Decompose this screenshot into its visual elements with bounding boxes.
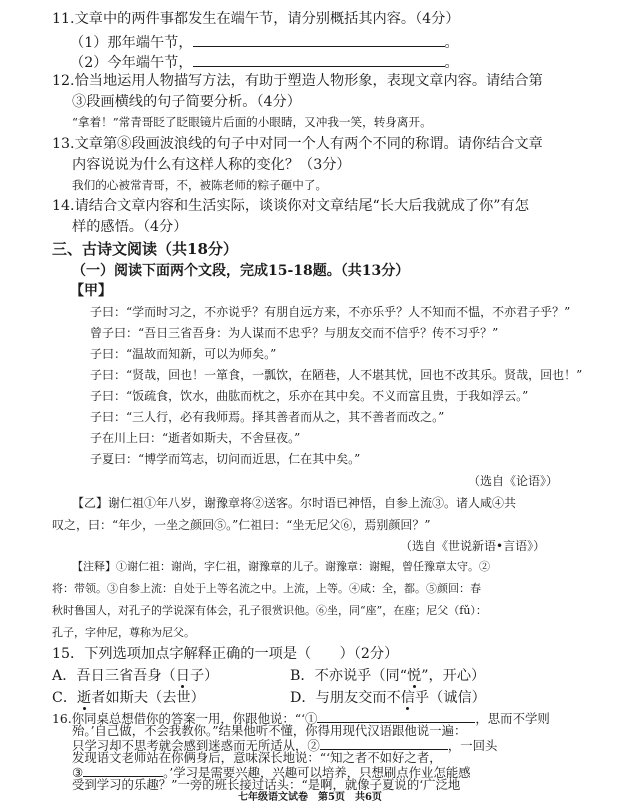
q11-part-2 <box>70 54 459 70</box>
page-footer: 七年级语文试卷 第5页 共6页 <box>238 792 382 803</box>
answer-blank[interactable] <box>320 739 448 750</box>
q13-excerpt: 我们的心被常青哥，不，被陈老师的粽子砸中了。 <box>72 178 328 192</box>
q15-option-a[interactable] <box>52 669 218 683</box>
passage-a-line: 子曰：“饭疏食，饮水，曲肱而枕之，乐亦在其中矣。不义而富且贵，于我如浮云。” <box>90 389 529 403</box>
passage-a-source: （选自《论语》） <box>468 474 559 488</box>
q16-text: 只学习却不思考就会感到迷惑而无所适从，② <box>72 737 320 753</box>
option-text: 者如斯夫（去世） <box>91 690 205 706</box>
option-text: D．与朋友交而不 <box>290 690 401 706</box>
q15-option-b[interactable] <box>290 669 485 683</box>
q16-text: ，思而不学则 <box>475 711 550 726</box>
passage-a-line: 子曰：“温故而知新，可以为师矣。” <box>90 347 277 361</box>
option-text: 子） <box>189 668 219 684</box>
part-heading: （一）阅读下面两个文段，完成15-18题。（共13分） <box>72 263 410 279</box>
q16-text: 16.你同桌总想借你的答案一用，你跟他说：“‘① <box>52 711 318 726</box>
annotation-line: 【注释】①谢仁祖：谢尚，字仁祖，谢豫章的儿子。谢豫章：谢鲲，曾任豫章太守。② <box>72 560 490 573</box>
passage-a-line: 子曰：“三人行，必有我师焉。择其善者而从之，其不善者而改之。” <box>90 410 445 424</box>
option-text: C． <box>52 690 78 706</box>
passage-a-line: 子在川上曰：“逝者如斯夫，不舍昼夜。” <box>90 431 301 445</box>
passage-a-line: 子曰：“贤哉，回也！一箪食，一瓢饮，在陋巷，人不堪其忧，回也不改其乐。贤哉，回也！” <box>90 368 583 382</box>
q16-text: ，一回头 <box>447 737 498 753</box>
annotation-line: 秋时鲁国人，对孔子的学说深有体会，孔子很赏识他。⑥坐，同“座”，在座；尼父（fǔ）： <box>52 604 487 617</box>
passage-a-line: 子夏曰：“博学而笃志，切问而近思，仁在其中矣。” <box>90 452 361 466</box>
q12-line-2: ③段画横线的句子简要分析。（4分） <box>72 94 301 110</box>
q11-period: 。 <box>444 35 459 51</box>
answer-blank[interactable] <box>317 712 475 723</box>
q12-line-1: 12.恰当地运用人物描写方法，有助于塑造人物形象，表现文章内容。请结合第 <box>52 73 543 89</box>
q11-period: 。 <box>444 55 459 71</box>
dotted-char: 日 <box>175 668 190 684</box>
q15-option-c[interactable] <box>52 691 205 705</box>
q16-text: ③ <box>72 764 84 780</box>
q14-line-1: 14.请结合文章内容和生活实际，谈谈你对文章结尾“长大后我就成了你”有怎 <box>52 198 529 214</box>
q11-part-2-label: （2）今年端午节， <box>70 55 193 71</box>
dotted-char: 信 <box>400 690 415 706</box>
passage-a-line: 子曰：“学而时习之，不亦说乎？有朋自远方来，不亦乐乎？人不知而不愠，不亦君子乎？” <box>90 305 571 319</box>
passage-a-line: 曾子曰：“吾日三省吾身：为人谋而不忠乎？与朋友交而不信乎？传不习乎？” <box>90 326 499 340</box>
answer-blank[interactable] <box>193 34 445 47</box>
dotted-char: 逝 <box>77 690 92 706</box>
q12-excerpt: “拿着！”常青哥眨了眨眼镜片后面的小眼睛，又冲我一笑，转身离开。 <box>72 115 432 129</box>
q13-line-2: 内容说说为什么有这样人称的变化？（3分） <box>72 157 351 173</box>
q16-line-2: 殆。’自己做，不会我教你。”结果他听不懂，你得用现代汉语跟他说一遍： <box>72 723 467 739</box>
q16-line-4: 发现语文老师站在你俩身后，意味深长地说：“‘知之者不如好之者， <box>72 750 442 766</box>
q11-part-1 <box>70 34 459 50</box>
q14-line-2: 样的感悟。（4分） <box>72 219 188 235</box>
q16-line-6: 受到学习的乐趣？”一旁的班长接过话头：“是啊，就像子夏说的‘广泛地 <box>72 777 461 792</box>
q16-text: 。’学习是需要兴趣，兴趣可以培养，只想刷点作业怎能感 <box>163 764 471 780</box>
passage-b-line-2: 叹之，曰：“年少，一坐之颜回⑤。”仁祖曰：“坐无尼父⑥，焉别颜回？” <box>52 518 431 532</box>
passage-b-line-1: 【乙】谢仁祖①年八岁，谢豫章将②送客。尔时语已神悟，自参上流③。诸人咸④共 <box>72 496 517 510</box>
q13-line-1: 13.文章第⑧段画波浪线的句子中对同一个人有两个不同的称谓。请你结合文章 <box>52 136 543 152</box>
option-text: 乎（诚信） <box>414 690 486 706</box>
annotation-line: 孔子，字仲尼，尊称为尼父。 <box>52 626 195 639</box>
q15-option-d[interactable] <box>290 691 486 705</box>
dotted-char: 悦 <box>407 668 422 684</box>
q11-part-1-label: （1）那年端午节， <box>70 35 193 51</box>
option-text: ”，开心） <box>421 668 486 684</box>
answer-blank[interactable] <box>193 54 445 67</box>
q15-stem: 15．下列选项加点字解释正确的一项是（ ）（2分） <box>52 646 399 662</box>
passage-b-source: （选自《世说新语•言语》） <box>400 539 546 553</box>
option-text: B．不亦说乎（同“ <box>290 668 407 684</box>
q11-stem: 11.文章中的两件事都发生在端午节，请分别概括其内容。（4分） <box>52 11 460 27</box>
section-heading: 三、古诗文阅读（共18分） <box>52 240 238 258</box>
option-text: A．吾日三省吾身（ <box>52 668 176 684</box>
passage-a-label: 【甲】 <box>70 283 112 299</box>
annotation-line: 将：带领。③自参上流：自处于上等名流之中。上流，上等。④咸：全，都。⑤颜回：春 <box>52 582 481 595</box>
answer-blank[interactable] <box>83 766 163 777</box>
